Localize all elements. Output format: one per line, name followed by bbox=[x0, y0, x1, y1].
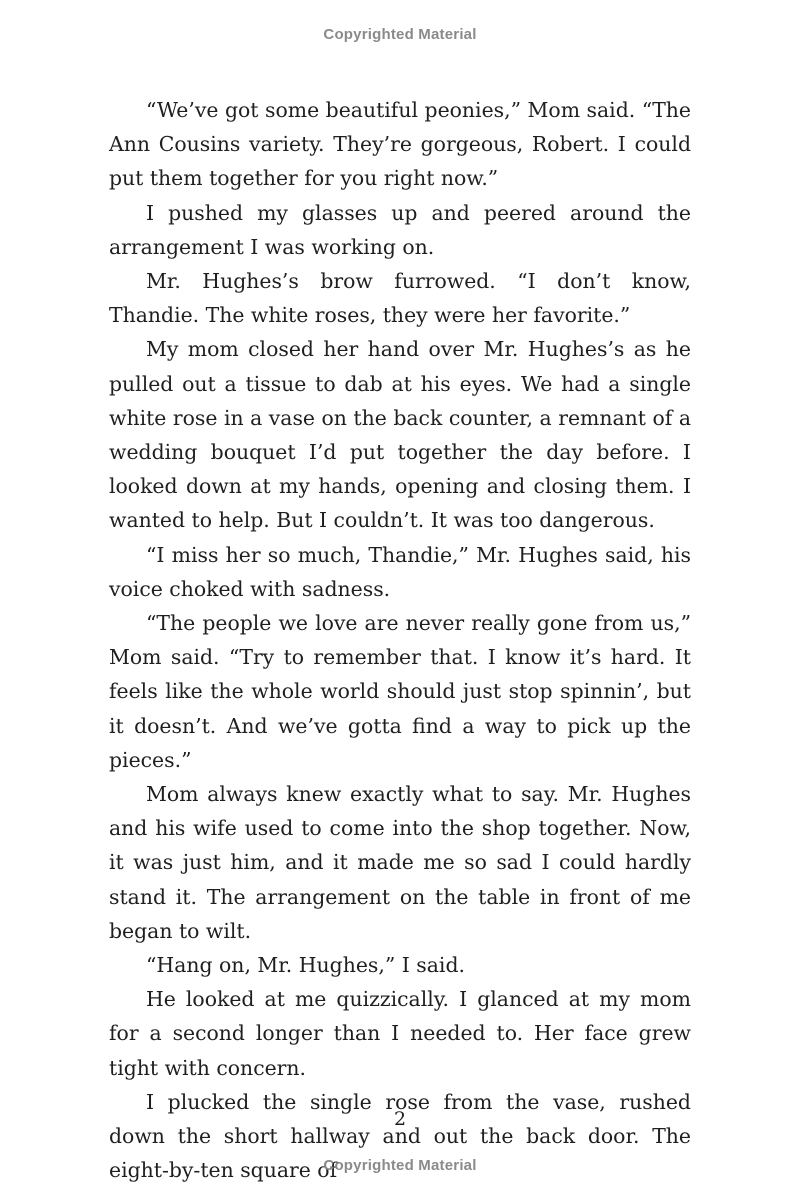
paragraph-1: “We’ve got some beautiful peonies,” Mom said. “The Ann Cousins variety. They’re gorgeous, Robert. I could put them together for you right now.” bbox=[109, 98, 691, 191]
paragraph-9: He looked at me quizzically. I glanced at my mom for a second longer than I needed to. Her face grew tight with concern. bbox=[109, 987, 691, 1080]
page-body bbox=[109, 93, 691, 1188]
paragraph-10: I plucked the single rose from the vase, rushed down the short hallway and out the back door. The eight-by-ten square of bbox=[109, 1089, 691, 1183]
page-number: 2 bbox=[393, 1108, 407, 1130]
copyright-watermark-top: Copyrighted Material bbox=[323, 26, 477, 43]
paragraph-4: My mom closed her hand over Mr. Hughes’s as he pulled out a tissue to dab at his eyes. We had a single white rose in a vase on the back counter, a remnant of a wedding bouquet I’d put together the day before. I looked down at my hands, opening and closing them. I wanted to help. But I couldn’t. It was too dangerous. bbox=[109, 337, 691, 533]
paragraph-6: “The people we love are never really gone from us,” Mom said. “Try to remember that. I know it’s hard. It feels like the whole world should just stop spinnin’, but it doesn’t. And we’ve gotta find a way to pick up the pieces.” bbox=[109, 611, 691, 772]
copyright-watermark-bottom: Copyrighted Material bbox=[323, 1157, 477, 1174]
paragraph-5: “I miss her so much, Thandie,” Mr. Hughes said, his voice choked with sadness. bbox=[109, 542, 691, 601]
paragraph-7: Mom always knew exactly what to say. Mr. Hughes and his wife used to come into the shop together. Now, it was just him, and it made me so sad I could hardly stand it. The arrangement on the table in front of me began to wilt. bbox=[109, 782, 691, 943]
paragraph-2: I pushed my glasses up and peered around the arrangement I was working on. bbox=[109, 200, 691, 259]
paragraph-3: Mr. Hughes’s brow furrowed. “I don’t know, Thandie. The white roses, they were her favorite.” bbox=[109, 269, 691, 328]
paragraph-8: “Hang on, Mr. Hughes,” I said. bbox=[146, 953, 465, 978]
